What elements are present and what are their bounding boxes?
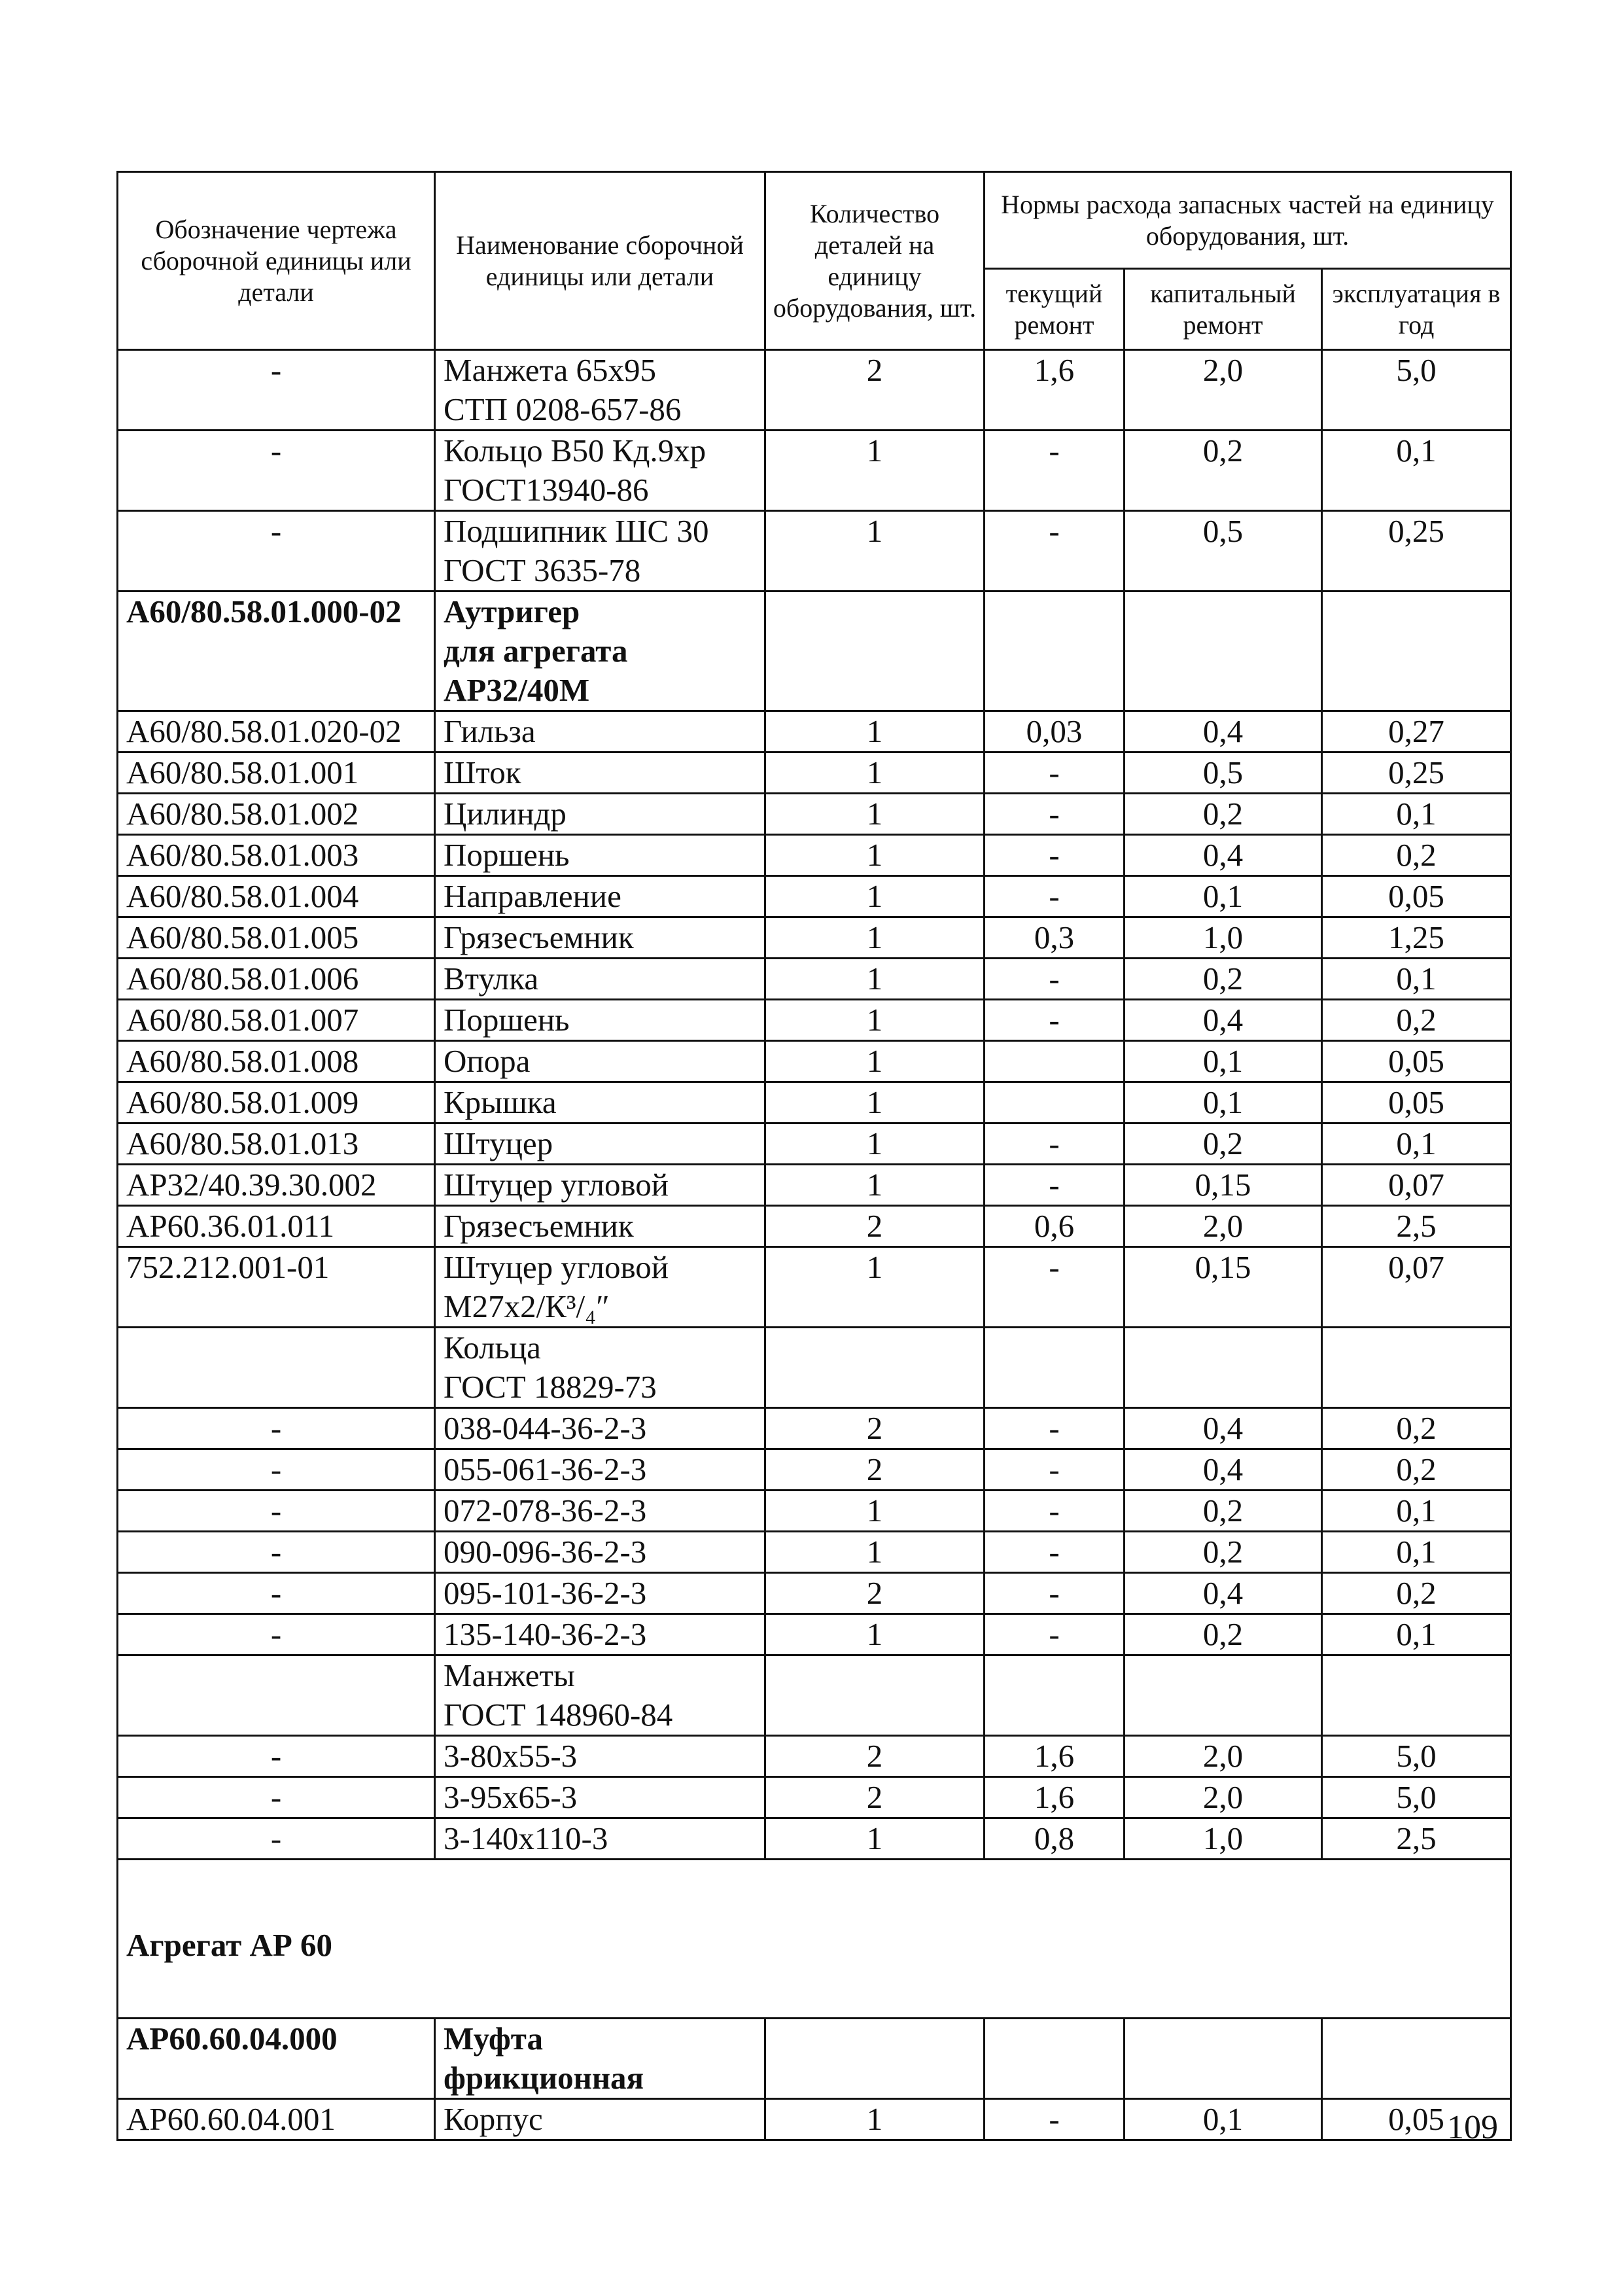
cell-name: Гильза — [435, 711, 765, 752]
cell-name: 055-061-36-2-3 — [435, 1449, 765, 1491]
cell-current-repair: - — [985, 876, 1125, 917]
cell-name: Грязесъемник — [435, 1206, 765, 1247]
cell-designation: - — [118, 1777, 435, 1818]
cell-name: Поршень — [435, 1000, 765, 1041]
cell-operation-year: 0,1 — [1322, 1123, 1511, 1165]
table-row — [118, 2099, 1511, 2140]
cell-name: 095-101-36-2-3 — [435, 1573, 765, 1614]
table-header — [118, 172, 1511, 350]
cell-current-repair: - — [985, 959, 1125, 1000]
cell-quantity: 1 — [765, 794, 985, 835]
cell-designation: - — [118, 1491, 435, 1532]
cell-capital-repair: 0,2 — [1125, 1123, 1322, 1165]
cell-capital-repair: 0,4 — [1125, 1000, 1322, 1041]
cell-quantity: 1 — [765, 959, 985, 1000]
cell-designation: А60/80.58.01.000-02 — [118, 592, 435, 711]
cell-quantity: 2 — [765, 1449, 985, 1491]
cell-current-repair: - — [985, 794, 1125, 835]
table-row — [118, 1573, 1511, 1614]
cell-operation-year: 0,2 — [1322, 1000, 1511, 1041]
cell-quantity — [765, 1655, 985, 1736]
table-row — [118, 1818, 1511, 1860]
cell-capital-repair: 0,4 — [1125, 711, 1322, 752]
cell-current-repair — [985, 1082, 1125, 1123]
cell-capital-repair: 1,0 — [1125, 1818, 1322, 1860]
cell-operation-year: 0,05 — [1322, 2099, 1511, 2140]
cell-capital-repair: 0,1 — [1125, 2099, 1322, 2140]
cell-current-repair — [985, 1328, 1125, 1408]
cell-name: Цилиндр — [435, 794, 765, 835]
cell-name: Подшипник ШС 30 ГОСТ 3635-78 — [435, 511, 765, 592]
cell-operation-year: 5,0 — [1322, 1777, 1511, 1818]
cell-quantity: 2 — [765, 1777, 985, 1818]
table-row — [118, 1000, 1511, 1041]
cell-name: Аутригер для агрегата АР32/40М — [435, 592, 765, 711]
cell-operation-year: 0,1 — [1322, 1614, 1511, 1655]
cell-operation-year: 0,07 — [1322, 1165, 1511, 1206]
cell-designation: - — [118, 1449, 435, 1491]
cell-designation: АР60.60.04.000 — [118, 2019, 435, 2099]
cell-name: 3-140х110-3 — [435, 1818, 765, 1860]
cell-operation-year: 1,25 — [1322, 917, 1511, 959]
cell-designation: А60/80.58.01.008 — [118, 1041, 435, 1082]
cell-capital-repair: 0,2 — [1125, 959, 1322, 1000]
cell-operation-year — [1322, 1328, 1511, 1408]
cell-designation: А60/80.58.01.002 — [118, 794, 435, 835]
cell-quantity: 1 — [765, 2099, 985, 2140]
cell-current-repair — [985, 1041, 1125, 1082]
spare-parts-norms-table — [116, 171, 1512, 2141]
cell-quantity: 1 — [765, 431, 985, 511]
cell-capital-repair: 2,0 — [1125, 1736, 1322, 1777]
cell-quantity: 2 — [765, 1573, 985, 1614]
cell-designation: - — [118, 431, 435, 511]
table-row — [118, 794, 1511, 835]
group-row — [118, 1655, 1511, 1736]
cell-name: Корпус — [435, 2099, 765, 2140]
cell-capital-repair: 0,5 — [1125, 511, 1322, 592]
cell-designation: - — [118, 350, 435, 431]
table-body — [118, 350, 1511, 2140]
cell-quantity: 1 — [765, 1614, 985, 1655]
cell-name: Кольца ГОСТ 18829-73 — [435, 1328, 765, 1408]
table-row — [118, 1614, 1511, 1655]
cell-quantity: 1 — [765, 1165, 985, 1206]
header-current-repair: текущий ремонт — [985, 269, 1125, 350]
cell-quantity: 1 — [765, 876, 985, 917]
cell-designation: - — [118, 1818, 435, 1860]
cell-current-repair: - — [985, 1491, 1125, 1532]
cell-name: Грязесъемник — [435, 917, 765, 959]
cell-capital-repair: 0,2 — [1125, 1614, 1322, 1655]
cell-operation-year: 2,5 — [1322, 1818, 1511, 1860]
cell-designation: АР32/40.39.30.002 — [118, 1165, 435, 1206]
cell-operation-year: 0,25 — [1322, 511, 1511, 592]
cell-name: Манжеты ГОСТ 148960-84 — [435, 1655, 765, 1736]
cell-designation: - — [118, 511, 435, 592]
cell-current-repair: - — [985, 1573, 1125, 1614]
cell-operation-year: 0,05 — [1322, 1041, 1511, 1082]
cell-capital-repair: 0,1 — [1125, 1082, 1322, 1123]
cell-operation-year: 2,5 — [1322, 1206, 1511, 1247]
assembly-row — [118, 2019, 1511, 2099]
cell-current-repair: - — [985, 431, 1125, 511]
cell-quantity: 1 — [765, 1000, 985, 1041]
cell-operation-year: 0,1 — [1322, 1532, 1511, 1573]
table-row — [118, 1449, 1511, 1491]
cell-capital-repair — [1125, 1328, 1322, 1408]
cell-quantity: 1 — [765, 511, 985, 592]
header-norms-group: Нормы расхода запасных частей на единицу оборудования, шт. — [985, 172, 1511, 269]
cell-current-repair — [985, 1655, 1125, 1736]
cell-quantity — [765, 592, 985, 711]
cell-current-repair: - — [985, 511, 1125, 592]
cell-designation: А60/80.58.01.006 — [118, 959, 435, 1000]
cell-capital-repair: 0,2 — [1125, 794, 1322, 835]
cell-name: 3-80х55-3 — [435, 1736, 765, 1777]
cell-name: Штуцер угловой — [435, 1165, 765, 1206]
cell-capital-repair: 0,15 — [1125, 1165, 1322, 1206]
cell-designation: - — [118, 1532, 435, 1573]
cell-capital-repair: 0,2 — [1125, 1532, 1322, 1573]
cell-designation: А60/80.58.01.005 — [118, 917, 435, 959]
cell-operation-year: 0,2 — [1322, 1408, 1511, 1449]
cell-operation-year: 0,07 — [1322, 1247, 1511, 1328]
cell-capital-repair: 0,4 — [1125, 1408, 1322, 1449]
cell-capital-repair: 0,15 — [1125, 1247, 1322, 1328]
cell-name: 090-096-36-2-3 — [435, 1532, 765, 1573]
group-row — [118, 1328, 1511, 1408]
cell-quantity: 1 — [765, 835, 985, 876]
cell-name: Направление — [435, 876, 765, 917]
cell-operation-year: 0,27 — [1322, 711, 1511, 752]
cell-designation: - — [118, 1408, 435, 1449]
table-row — [118, 1165, 1511, 1206]
cell-designation: - — [118, 1614, 435, 1655]
cell-capital-repair: 0,4 — [1125, 1449, 1322, 1491]
cell-quantity: 1 — [765, 1123, 985, 1165]
cell-operation-year: 0,05 — [1322, 1082, 1511, 1123]
cell-quantity: 1 — [765, 917, 985, 959]
cell-operation-year: 0,2 — [1322, 1449, 1511, 1491]
cell-operation-year — [1322, 592, 1511, 711]
table-row — [118, 1206, 1511, 1247]
cell-name: 135-140-36-2-3 — [435, 1614, 765, 1655]
cell-operation-year: 0,1 — [1322, 959, 1511, 1000]
cell-operation-year — [1322, 1655, 1511, 1736]
table-row — [118, 1041, 1511, 1082]
table-row — [118, 1736, 1511, 1777]
cell-quantity: 2 — [765, 350, 985, 431]
table-row — [118, 876, 1511, 917]
header-name: Наименование сборочной единицы или детали — [435, 172, 765, 350]
table-row — [118, 1491, 1511, 1532]
cell-current-repair: 0,03 — [985, 711, 1125, 752]
cell-current-repair: - — [985, 1247, 1125, 1328]
cell-operation-year: 5,0 — [1322, 350, 1511, 431]
cell-designation: АР60.36.01.011 — [118, 1206, 435, 1247]
cell-current-repair: - — [985, 2099, 1125, 2140]
cell-operation-year: 0,1 — [1322, 794, 1511, 835]
cell-designation: А60/80.58.01.007 — [118, 1000, 435, 1041]
table-row — [118, 431, 1511, 511]
cell-capital-repair — [1125, 592, 1322, 711]
cell-current-repair: 1,6 — [985, 350, 1125, 431]
cell-name: Шток — [435, 752, 765, 794]
cell-current-repair: - — [985, 1165, 1125, 1206]
cell-current-repair: 1,6 — [985, 1777, 1125, 1818]
header-capital-repair: капитальный ремонт — [1125, 269, 1322, 350]
table-row — [118, 350, 1511, 431]
cell-operation-year — [1322, 2019, 1511, 2099]
cell-designation — [118, 1328, 435, 1408]
cell-quantity: 2 — [765, 1736, 985, 1777]
cell-current-repair — [985, 2019, 1125, 2099]
cell-current-repair: - — [985, 1408, 1125, 1449]
cell-capital-repair: 0,1 — [1125, 876, 1322, 917]
cell-capital-repair: 2,0 — [1125, 1777, 1322, 1818]
cell-capital-repair: 0,4 — [1125, 1573, 1322, 1614]
cell-name: Опора — [435, 1041, 765, 1082]
cell-operation-year: 5,0 — [1322, 1736, 1511, 1777]
table-row — [118, 1247, 1511, 1328]
cell-quantity — [765, 1328, 985, 1408]
cell-designation: 752.212.001-01 — [118, 1247, 435, 1328]
cell-operation-year: 0,1 — [1322, 1491, 1511, 1532]
cell-designation: - — [118, 1573, 435, 1614]
cell-current-repair: - — [985, 835, 1125, 876]
cell-quantity: 1 — [765, 711, 985, 752]
cell-operation-year: 0,2 — [1322, 1573, 1511, 1614]
cell-current-repair: - — [985, 1449, 1125, 1491]
cell-quantity: 2 — [765, 1206, 985, 1247]
cell-designation: А60/80.58.01.001 — [118, 752, 435, 794]
header-designation: Обозначение чертежа сборочной единицы или детали — [118, 172, 435, 350]
table-row — [118, 835, 1511, 876]
cell-quantity: 2 — [765, 1408, 985, 1449]
cell-name: 038-044-36-2-3 — [435, 1408, 765, 1449]
table-row — [118, 1082, 1511, 1123]
cell-capital-repair: 0,2 — [1125, 431, 1322, 511]
table-row — [118, 1123, 1511, 1165]
cell-designation: А60/80.58.01.009 — [118, 1082, 435, 1123]
table-row — [118, 1532, 1511, 1573]
cell-capital-repair: 2,0 — [1125, 350, 1322, 431]
cell-quantity: 1 — [765, 1247, 985, 1328]
cell-quantity: 1 — [765, 1491, 985, 1532]
cell-designation: А60/80.58.01.020-02 — [118, 711, 435, 752]
cell-current-repair: - — [985, 1532, 1125, 1573]
cell-capital-repair: 0,4 — [1125, 835, 1322, 876]
cell-capital-repair — [1125, 1655, 1322, 1736]
table-row — [118, 511, 1511, 592]
header-operation-year: эксплуатация в год — [1322, 269, 1511, 350]
header-quantity: Количество деталей на единицу оборудования, шт. — [765, 172, 985, 350]
section-title: Агрегат АР 60 — [118, 1860, 1511, 2019]
cell-quantity: 1 — [765, 1082, 985, 1123]
cell-quantity — [765, 2019, 985, 2099]
assembly-row — [118, 592, 1511, 711]
cell-designation: А60/80.58.01.004 — [118, 876, 435, 917]
cell-name: Втулка — [435, 959, 765, 1000]
cell-current-repair: 0,6 — [985, 1206, 1125, 1247]
cell-designation: АР60.60.04.001 — [118, 2099, 435, 2140]
cell-name: Крышка — [435, 1082, 765, 1123]
cell-capital-repair: 0,5 — [1125, 752, 1322, 794]
table-row — [118, 917, 1511, 959]
cell-operation-year: 0,25 — [1322, 752, 1511, 794]
cell-name: Муфта фрикционная — [435, 2019, 765, 2099]
cell-designation: - — [118, 1736, 435, 1777]
cell-quantity: 1 — [765, 752, 985, 794]
cell-name: Штуцер — [435, 1123, 765, 1165]
cell-designation: А60/80.58.01.013 — [118, 1123, 435, 1165]
cell-current-repair: 1,6 — [985, 1736, 1125, 1777]
cell-quantity: 1 — [765, 1818, 985, 1860]
cell-name: 072-078-36-2-3 — [435, 1491, 765, 1532]
cell-name: Штуцер угловой М27х2/К³/₄″ — [435, 1247, 765, 1328]
table-row — [118, 1408, 1511, 1449]
cell-capital-repair — [1125, 2019, 1322, 2099]
cell-designation: А60/80.58.01.003 — [118, 835, 435, 876]
section-row — [118, 1860, 1511, 2019]
cell-name: Кольцо В50 Кд.9хр ГОСТ13940-86 — [435, 431, 765, 511]
cell-current-repair: - — [985, 752, 1125, 794]
cell-quantity: 1 — [765, 1532, 985, 1573]
cell-operation-year: 0,05 — [1322, 876, 1511, 917]
table-row — [118, 1777, 1511, 1818]
cell-capital-repair: 1,0 — [1125, 917, 1322, 959]
page-number: 109 — [1447, 2109, 1498, 2146]
cell-name: 3-95х65-3 — [435, 1777, 765, 1818]
cell-current-repair: - — [985, 1614, 1125, 1655]
table-row — [118, 959, 1511, 1000]
cell-current-repair: 0,3 — [985, 917, 1125, 959]
cell-current-repair: - — [985, 1000, 1125, 1041]
cell-operation-year: 0,1 — [1322, 431, 1511, 511]
cell-name: Манжета 65х95 СТП 0208-657-86 — [435, 350, 765, 431]
cell-quantity: 1 — [765, 1041, 985, 1082]
cell-capital-repair: 2,0 — [1125, 1206, 1322, 1247]
cell-current-repair: - — [985, 1123, 1125, 1165]
cell-name: Поршень — [435, 835, 765, 876]
cell-current-repair — [985, 592, 1125, 711]
table-row — [118, 711, 1511, 752]
cell-capital-repair: 0,2 — [1125, 1491, 1322, 1532]
cell-designation — [118, 1655, 435, 1736]
cell-operation-year: 0,2 — [1322, 835, 1511, 876]
table-row — [118, 752, 1511, 794]
cell-current-repair: 0,8 — [985, 1818, 1125, 1860]
cell-capital-repair: 0,1 — [1125, 1041, 1322, 1082]
